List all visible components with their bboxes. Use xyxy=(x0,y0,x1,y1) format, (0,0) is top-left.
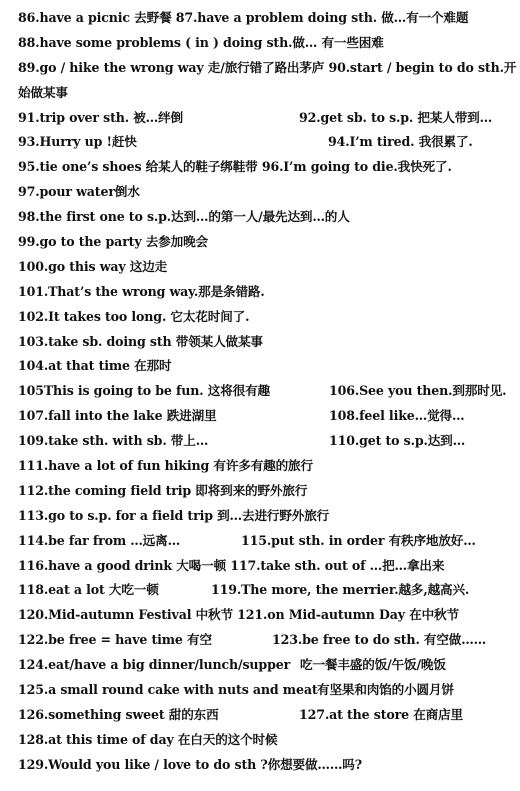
phrase-line-112 xyxy=(18,479,520,504)
phrase-text: 124.eat/have a big dinner/lunch/supper xyxy=(18,657,291,673)
phrase-line-100 xyxy=(18,255,520,280)
phrase-line-98 xyxy=(18,205,520,230)
phrase-line-99 xyxy=(18,230,520,255)
phrase-line-104 xyxy=(18,354,520,379)
phrase-line-107 xyxy=(18,404,520,429)
phrase-text: 始做某事 xyxy=(18,84,68,100)
phrase-text-col2: 119.The more, the merrier.越多,越高兴. xyxy=(211,582,470,598)
phrase-text: 88.have some problems ( in ) doing sth.做… 有一些困难 xyxy=(18,34,384,50)
phrase-text: 89.go / hike the wrong way 走/旅行错了路出茅庐 90.start / begin to do sth.开 xyxy=(18,59,517,75)
phrase-line-101 xyxy=(18,280,520,305)
phrase-text-col2: 110.get to s.p.达到… xyxy=(329,433,466,449)
phrase-text: 102.It takes too long. 它太花时间了. xyxy=(18,308,250,324)
phrase-text-col2: 92.get sb. to s.p. 把某人带到… xyxy=(299,109,493,125)
phrase-text: 128.at this time of day 在白天的这个时候 xyxy=(18,731,278,747)
phrase-line-111 xyxy=(18,454,520,479)
phrase-text: 101.That’s the wrong way.那是条错路. xyxy=(18,283,265,299)
phrase-line-116 xyxy=(18,554,520,579)
phrase-line-124 xyxy=(18,653,520,678)
phrase-line-93 xyxy=(18,130,520,155)
phrase-text: 100.go this way 这边走 xyxy=(18,258,168,274)
phrase-line-103 xyxy=(18,330,520,355)
phrase-text: 98.the first one to s.p.达到…的第一人/最先达到…的人 xyxy=(18,209,350,225)
phrase-line-118 xyxy=(18,578,520,603)
phrase-line-125 xyxy=(18,678,520,703)
phrase-text: 118.eat a lot 大吃一顿 xyxy=(18,582,159,598)
phrase-text: 103.take sb. doing sth 带领某人做某事 xyxy=(18,333,263,349)
phrase-text: 125.a small round cake with nuts and meat xyxy=(18,682,318,698)
phrase-line-105 xyxy=(18,379,520,404)
phrase-text: 91.trip over sth. 被…绊倒 xyxy=(18,109,183,125)
phrase-text-col2: 有坚果和肉馅的小圆月饼 xyxy=(317,682,454,698)
phrase-text-col2: 123.be free to do sth. 有空做…… xyxy=(272,632,487,648)
phrase-text: 113.go to s.p. for a field trip 到…去进行野外旅行 xyxy=(18,507,330,523)
phrase-line-120 xyxy=(18,603,520,628)
phrase-text: 111.have a lot of fun hiking 有许多有趣的旅行 xyxy=(18,458,313,474)
phrase-text: 104.at that time 在那时 xyxy=(18,358,172,374)
phrase-line-109 xyxy=(18,429,520,454)
phrase-text-col2: 吃一餐丰盛的饭/午饭/晚饭 xyxy=(300,657,446,673)
phrase-text: 129.Would you like / love to do sth ?你想要做……吗? xyxy=(18,756,362,772)
phrase-line-114 xyxy=(18,529,520,554)
phrase-text-col2: 106.See you then.到那时见. xyxy=(329,383,507,399)
phrase-text: 99.go to the party 去参加晚会 xyxy=(18,234,208,250)
phrase-text-col2: 94.I’m tired. 我很累了. xyxy=(328,134,473,150)
phrase-line-126 xyxy=(18,703,520,728)
phrase-text: 97.pour water倒水 xyxy=(18,184,140,200)
phrase-text: 107.fall into the lake 跌进湖里 xyxy=(18,408,217,424)
phrase-text: 105This is going to be fun. 这将很有趣 xyxy=(18,383,270,399)
phrase-line-91 xyxy=(18,106,520,131)
phrase-text: 120.Mid-autumn Festival 中秋节 121.on Mid-autumn Day 在中秋节 xyxy=(18,607,459,623)
phrase-text: 95.tie one’s shoes 给某人的鞋子绑鞋带 96.I’m going to die.我快死了. xyxy=(18,159,452,175)
phrase-line-128 xyxy=(18,728,520,753)
phrase-line-97 xyxy=(18,180,520,205)
phrase-line-89 xyxy=(18,56,520,81)
phrase-text: 114.be far from …远离… xyxy=(18,532,181,548)
phrase-text: 109.take sth. with sb. 带上… xyxy=(18,433,209,449)
phrase-line-129 xyxy=(18,753,520,778)
phrase-text: 86.have a picnic 去野餐 87.have a problem doing sth. 做…有一个难题 xyxy=(18,10,469,25)
phrase-text-col2: 108.feel like…觉得… xyxy=(329,408,465,424)
phrase-text: 93.Hurry up !赶快 xyxy=(18,134,137,150)
phrase-line-88 xyxy=(18,31,520,56)
phrase-line-102 xyxy=(18,305,520,330)
phrase-text: 122.be free = have time 有空 xyxy=(18,632,212,648)
phrase-text-col2: 127.at the store 在商店里 xyxy=(299,706,463,722)
phrase-text-col2: 115.put sth. in order 有秩序地放好… xyxy=(241,532,476,548)
phrase-line-95 xyxy=(18,155,520,180)
phrase-text: 126.something sweet 甜的东西 xyxy=(18,706,219,722)
phrase-line-86 xyxy=(18,6,520,31)
phrase-line-122 xyxy=(18,628,520,653)
phrase-text: 112.the coming field trip 即将到来的野外旅行 xyxy=(18,482,308,498)
phrase-line-90-cont xyxy=(18,81,520,106)
phrase-text: 116.have a good drink 大喝一顿 117.take sth. out of …把…拿出来 xyxy=(18,557,445,573)
phrase-line-113 xyxy=(18,504,520,529)
